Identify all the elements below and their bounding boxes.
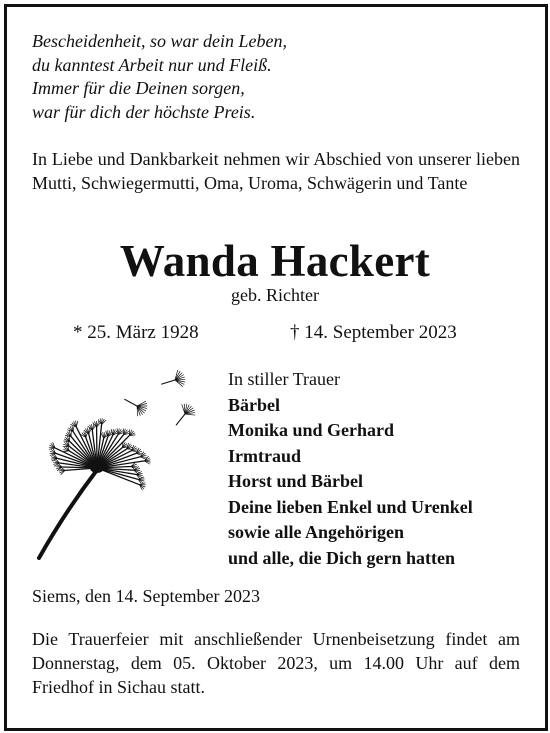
mourner-name: sowie alle Angehörigen [228, 522, 404, 542]
maiden-name: geb. Richter [231, 285, 319, 305]
place-and-date: Siems, den 14. September 2023 [32, 586, 260, 606]
birth-date: * 25. März 1928 [73, 322, 199, 343]
mourner-name: und alle, die Dich gern hatten [228, 547, 456, 568]
mourners-intro: In stiller Trauer [228, 369, 340, 389]
deceased-name: Wanda Hackert [119, 236, 431, 286]
mourners-block [228, 367, 473, 571]
funeral-info: Die Trauerfeier mit anschließender Urnenbeisetzung findet am Donnerstag, dem 05. Oktober 2023, um 14.00 Uhr auf dem Friedhof in Sichau statt. [32, 629, 520, 697]
mourner-name: Horst und Bärbel [228, 471, 364, 491]
mourner-name: Irmtraud [228, 445, 301, 466]
mourner-name: Monika und Gerhard [228, 420, 395, 440]
poem-line: war für dich der höchste Preis. [32, 101, 256, 122]
mourner-name: Bärbel [228, 394, 280, 415]
dandelion-icon [25, 362, 225, 564]
poem-line: du kanntest Arbeit nur und Fleiß. [32, 54, 272, 75]
death-date: † 14. September 2023 [290, 322, 457, 343]
mourner-name: Deine lieben Enkel und Urenkel [228, 496, 473, 517]
poem-line: Bescheidenheit, so war dein Leben, [32, 31, 287, 51]
poem [32, 30, 287, 124]
farewell-text: In Liebe und Dankbarkeit nehmen wir Abschied von unserer lieben Mutti, Schwiegermutti, Oma, Uroma, Schwägerin und Tante [32, 149, 520, 193]
poem-line: Immer für die Deinen sorgen, [32, 78, 245, 98]
